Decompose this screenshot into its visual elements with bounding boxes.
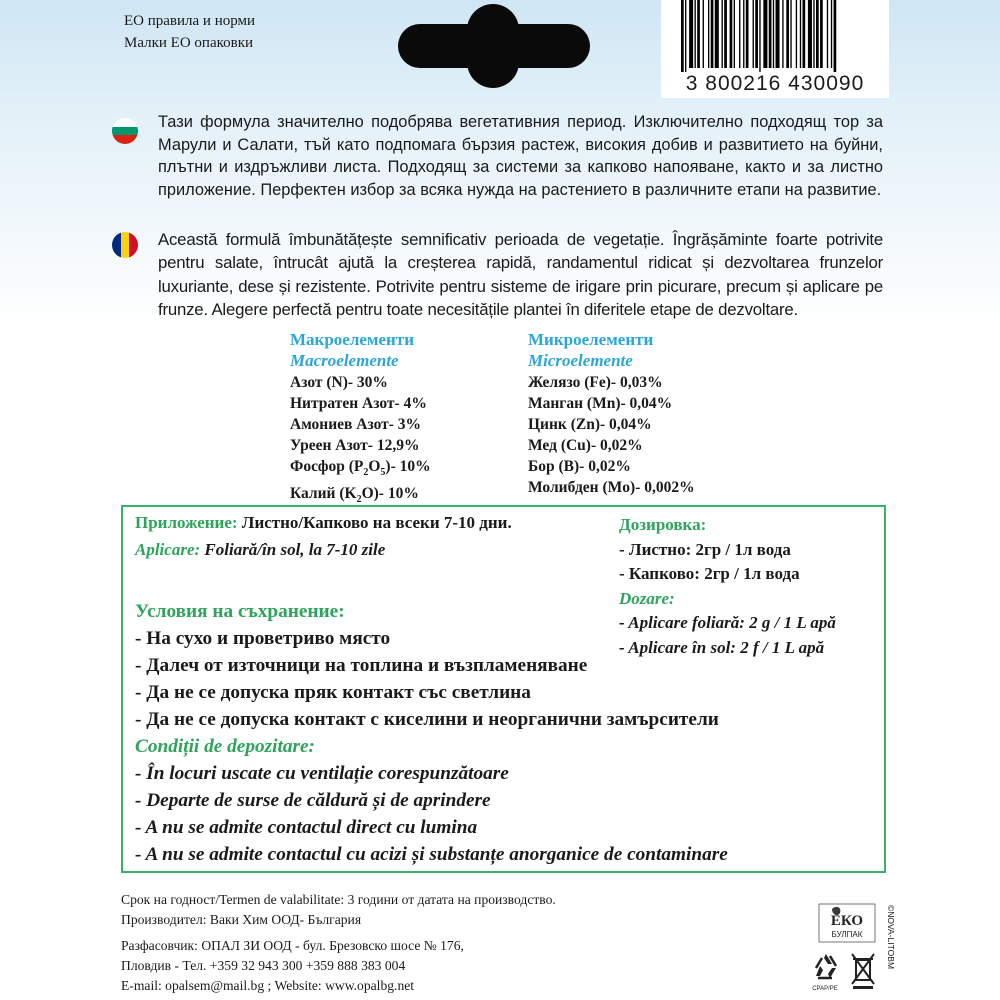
application-ro-text: Foliară/în sol, la 7-10 zile bbox=[204, 540, 386, 559]
romanian-flag-icon bbox=[112, 232, 138, 258]
micro-title-ro: Microelemente bbox=[528, 351, 633, 370]
eco-bulpak-logo bbox=[818, 903, 876, 943]
macro-item: Калий $(K_2O)-$ 10% bbox=[290, 485, 419, 506]
micro-elements bbox=[528, 329, 695, 498]
recycle-icon bbox=[816, 954, 836, 978]
macro-item: Уреен Азот- 12,9% bbox=[290, 437, 420, 454]
bulpak-logo-text: БУЛПАК bbox=[831, 930, 863, 939]
micro-item: Манган (Mn)- 0,04% bbox=[528, 395, 673, 412]
dosage-item: - Aplicare în sol: 2 f / 1 L apă bbox=[619, 637, 825, 657]
application-ro-label: Aplicare: bbox=[135, 540, 201, 559]
dosage-item: - Капково: 2гр / 1л вода bbox=[619, 564, 800, 583]
micro-item: Мед (Cu)- 0,02% bbox=[528, 437, 643, 454]
description-ro: Această formulă îmbunătățește semnificativ perioada de vegetație. Îngrășăminte foarte potrivite pentru salate, întrucât ajută la creșterea rapidă, randamentul ridicat și dezvoltarea frunzelor luxuriante, dese și rezistente. Potrivite pentru sisteme de irigare prin picurare, precum și aplicare pe frunze. Alegere perfectă pentru toate necesitățile plantei în diferitele etape de dezvoltare. bbox=[158, 230, 883, 320]
printer-mark: ©NOVA-LITOBM bbox=[886, 905, 896, 970]
description-bg: Тази формула значително подобрява вегетативния период. Изключително подходящ тор за Марули и Салати, тъй като подпомага бързия растеж, високия добив и развитието на буйни, плътни и издръжливи листа. Подходящ за системи за капково напояване, както и за листно приложение. Перфектен избор за всяка нужда на растението в различните етапи на развитие. bbox=[158, 113, 883, 199]
contact-text: E-mail: opalsem@mail.bg ; Website: www.opalbg.net bbox=[121, 978, 415, 993]
footer-contact bbox=[121, 936, 464, 996]
packer-text: Разфасовчик: ОПАЛ ЗИ ООД - бул. Брезовско шосе № 176, bbox=[121, 938, 464, 953]
hang-slot-knob bbox=[467, 4, 519, 88]
storage-title-bg: Условия на съхранение: bbox=[135, 601, 345, 622]
shelf-life-text: Срок на годност/Termen de valabilitate: 3 години от датата на производство. bbox=[121, 892, 556, 907]
micro-title-bg: Микроелементи bbox=[528, 330, 654, 349]
application-bg bbox=[135, 513, 512, 533]
macro-title-bg: Макроелементи bbox=[290, 330, 414, 349]
application-ro bbox=[135, 540, 385, 560]
macro-item: Фосфор $(P_2O_5)-$ 10% bbox=[290, 458, 431, 479]
dosage-title-ro: Dozare: bbox=[619, 588, 675, 608]
macro-item: Амониев Азот- 3% bbox=[290, 416, 422, 433]
storage-item: - A nu se admite contactul cu acizi și substanțe anorganice de contaminare bbox=[135, 844, 728, 865]
storage-item: - Да не се допуска пряк контакт със светлина bbox=[135, 682, 531, 703]
storage-item: - A nu se admite contactul direct cu lumina bbox=[135, 817, 478, 838]
macro-title-ro: Macroelemente bbox=[290, 351, 399, 370]
micro-item: Цинк (Zn)- 0,04% bbox=[528, 416, 652, 433]
micro-item: Бор (B)- 0,02% bbox=[528, 458, 631, 475]
storage-item: - Да не се допуска контакт с киселини и неорганични замърсители bbox=[135, 709, 719, 730]
footer-info bbox=[121, 890, 556, 930]
top-notes bbox=[124, 10, 255, 54]
disposal-icons bbox=[808, 950, 884, 994]
barcode-number: 3 800216 430090 bbox=[685, 72, 865, 95]
storage-conditions bbox=[135, 598, 728, 868]
trash-bin-icon bbox=[852, 954, 874, 989]
barcode-bars bbox=[681, 0, 871, 72]
eu-packages-text: Малки ЕО опаковки bbox=[124, 35, 254, 51]
bulgarian-flag-icon bbox=[112, 118, 138, 144]
application-bg-label: Приложение: bbox=[135, 513, 238, 532]
macro-item: Нитратен Азот- 4% bbox=[290, 395, 427, 412]
barcode bbox=[661, 0, 889, 98]
micro-item: Молибден (Mo)- 0,002% bbox=[528, 479, 695, 496]
storage-item: - Departe de surse de căldură și de aprindere bbox=[135, 790, 491, 811]
dosage-title-bg: Дозировка: bbox=[619, 515, 707, 534]
storage-title-ro: Condiții de depozitare: bbox=[135, 736, 315, 757]
storage-item: - На сухо и проветриво място bbox=[135, 628, 391, 649]
micro-item: Желязо (Fe)- 0,03% bbox=[528, 374, 663, 391]
producer-text: Производител: Ваки Хим ООД- България bbox=[121, 912, 362, 927]
dosage-item: - Aplicare foliară: 2 g / 1 L apă bbox=[619, 613, 836, 632]
macro-item: Азот (N)- 30% bbox=[290, 374, 388, 391]
dosage-item: - Листно: 2гр / 1л вода bbox=[619, 539, 791, 559]
application-bg-text: Листно/Капково на всеки 7-10 дни. bbox=[241, 513, 512, 532]
storage-item: - În locuri uscate cu ventilație corespunzătoare bbox=[135, 763, 509, 784]
recycle-caption: CPAP/PE bbox=[812, 986, 838, 992]
macro-elements bbox=[290, 329, 431, 510]
address-text: Пловдив - Тел. +359 32 943 300 +359 888 383 004 bbox=[121, 958, 406, 973]
eu-rules-text: ЕО правила и норми bbox=[124, 13, 256, 29]
storage-item: - Далеч от източници на топлина и възпламеняване bbox=[135, 655, 588, 676]
eco-logo-text: ЕКО bbox=[830, 913, 864, 929]
